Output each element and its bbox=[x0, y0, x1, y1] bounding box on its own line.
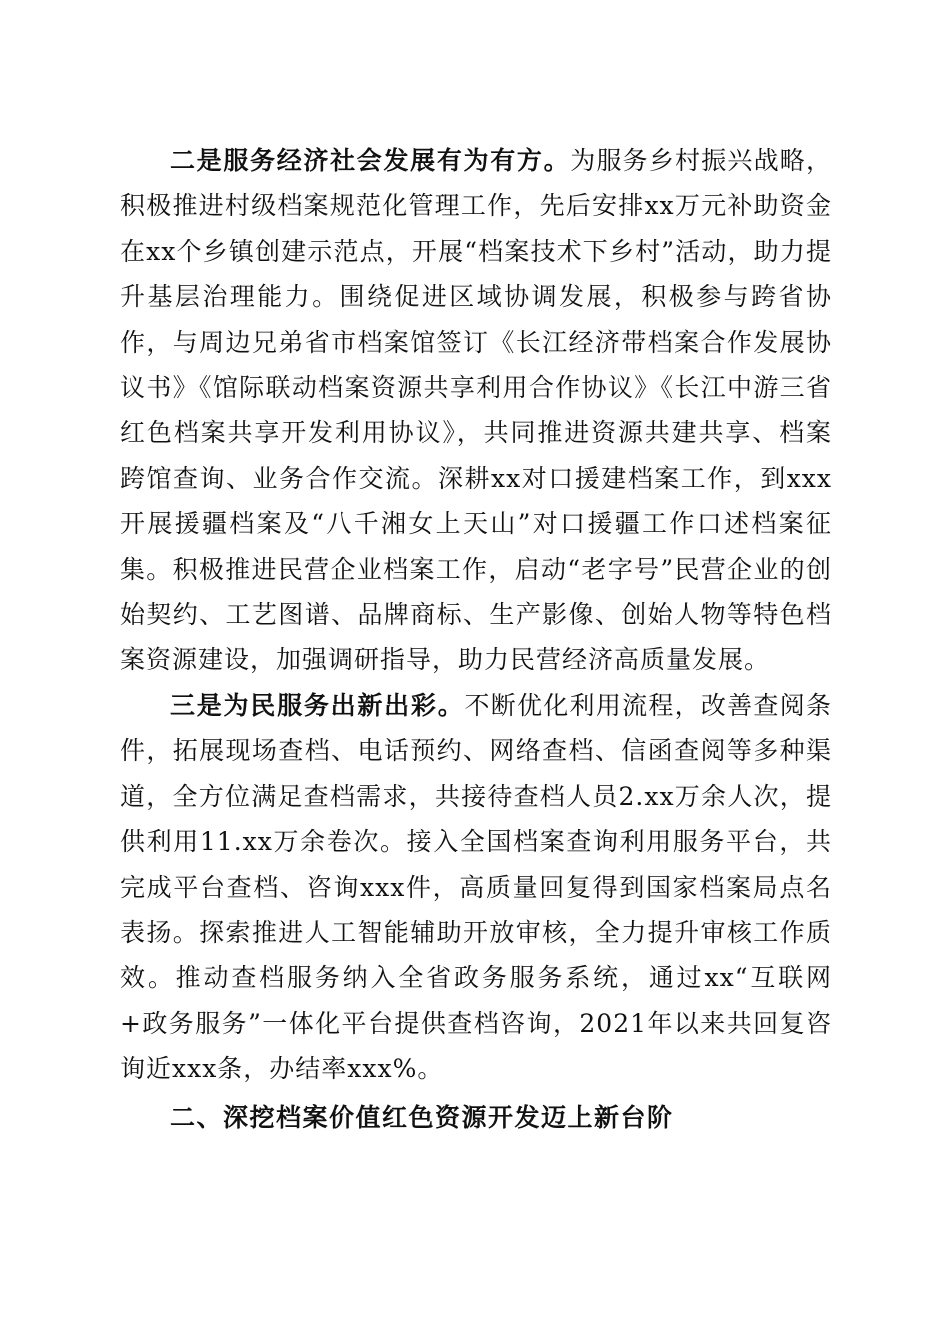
section-heading: 二、深挖档案价值红色资源开发迈上新台阶 bbox=[170, 1102, 674, 1132]
paragraph-lead: 二是服务经济社会发展有为有方。 bbox=[170, 146, 571, 175]
paragraph-public-service bbox=[120, 683, 832, 1092]
paragraph-lead: 三是为民服务出新出彩。 bbox=[170, 690, 465, 720]
paragraph-text: 为服务乡村振兴战略，积极推进村级档案规范化管理工作，先后安排xx万元补助资金在xx个乡镇创建示范点，开展“档案技术下乡村”活动，助力提升基层治理能力。围绕促进区域协调发展，积极参与跨省协作，与周边兄弟省市档案馆签订《长江经济带档案合作发展协议书》《馆际联动档案资源共享利用合作协议》《长江中游三省红色档案共享开发利用协议》，共同推进资源共建共享、档案跨馆查询、业务合作交流。深耕xx对口援建档案工作，到xxx开展援疆档案及“八千湘女上天山”对口援疆工作口述档案征集。积极推进民营企业档案工作，启动“老字号”民营企业的创始契约、工艺图谱、品牌商标、生产影像、创始人物等特色档案资源建设，加强调研指导，助力民营经济高质量发展。 bbox=[120, 146, 832, 675]
document-body bbox=[120, 138, 832, 1142]
paragraph-economic-service bbox=[120, 138, 832, 683]
paragraph-text: 不断优化利用流程，改善查阅条件，拓展现场查档、电话预约、网络查档、信函查阅等多种渠道，全方位满足查档需求，共接待查档人员2.xx万余人次，提供利用11.xx万余卷次。接入全国档案查询利用服务平台，共完成平台查档、咨询xxx件，高质量回复得到国家档案局点名表扬。探索推进人工智能辅助开放审核，全力提升审核工作质效。推动查档服务纳入全省政务服务系统，通过xx“互联网+政务服务”一体化平台提供查档咨询，2021年以来共回复咨询近xxx条，办结率xxx%。 bbox=[120, 690, 832, 1084]
